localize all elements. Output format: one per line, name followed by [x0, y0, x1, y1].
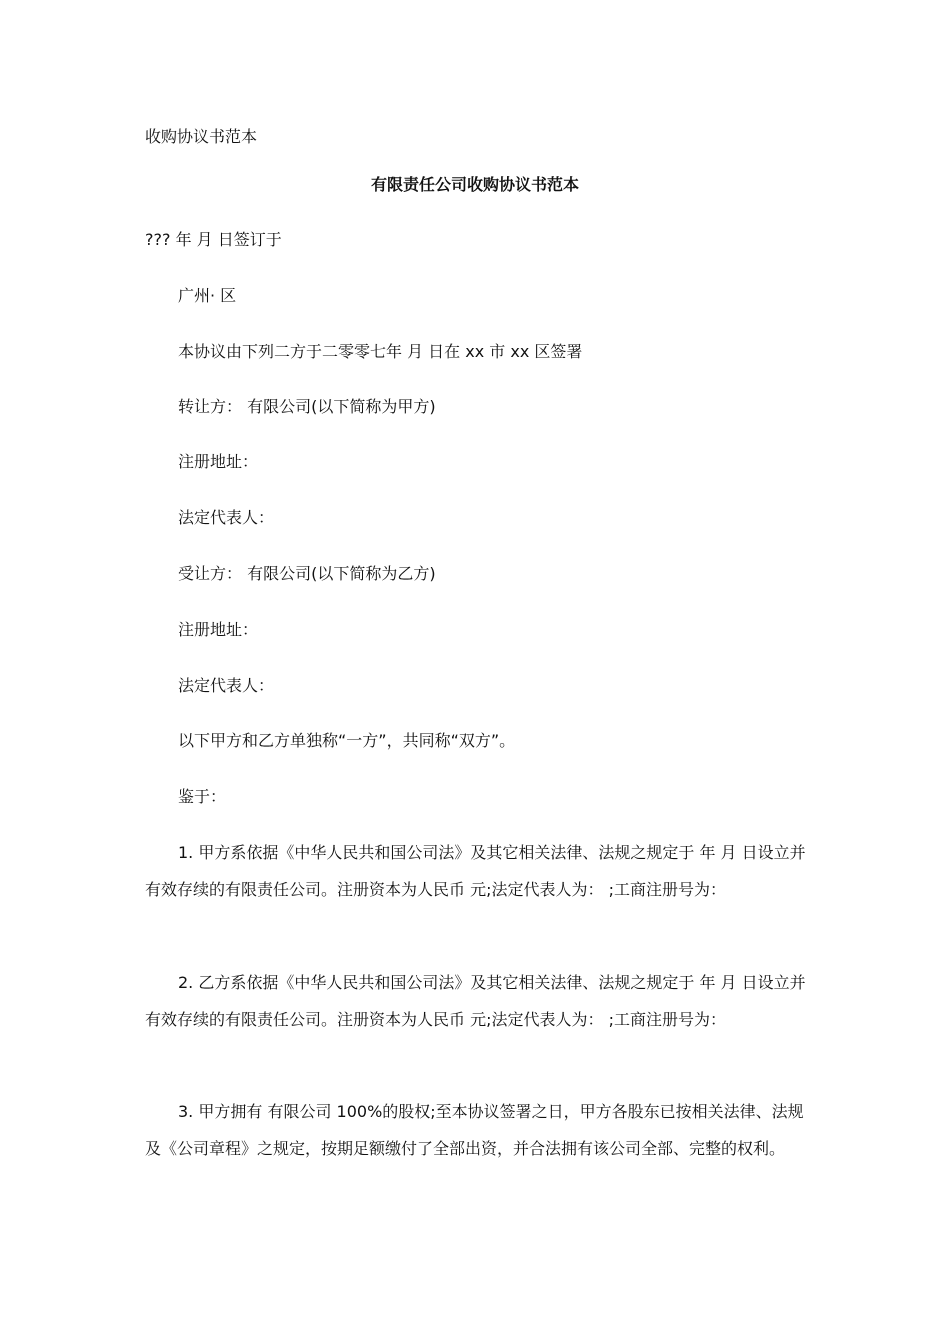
document-title: 有限责任公司收购协议书范本: [370, 175, 579, 194]
clause-3: 3. 甲方拥有 有限公司 100%的股权;至本协议签署之日，甲方各股东已按相关法律、法规及《公司章程》之规定，按期足额缴付了全部出资，并合法拥有该公司全部、完整的权利。: [145, 1102, 804, 1158]
transferee-address: 注册地址：: [178, 620, 259, 639]
transferee-line: 受让方： 有限公司(以下简称为乙方): [178, 564, 436, 583]
transferor-representative: 法定代表人：: [178, 508, 275, 527]
transferor-line: 转让方： 有限公司(以下简称为甲方): [178, 397, 436, 416]
signing-date-line: ??? 年 月 日签订于: [145, 230, 282, 249]
signing-place: 广州· 区: [178, 286, 237, 305]
transferee-representative: 法定代表人：: [178, 676, 275, 695]
whereas-heading: 鉴于：: [178, 787, 227, 806]
clause-1: 1. 甲方系依据《中华人民共和国公司法》及其它相关法律、法规之规定于 年 月 日设立并有效存续的有限责任公司。注册资本为人民币 元;法定代表人为： ;工商注册号为：: [145, 843, 806, 899]
header-label: 收购协议书范本: [145, 127, 258, 146]
agreement-intro: 本协议由下列二方于二零零七年 月 日在 xx 市 xx 区签署: [178, 342, 583, 361]
parties-definition: 以下甲方和乙方单独称“一方”，共同称“双方”。: [178, 731, 516, 750]
transferor-address: 注册地址：: [178, 452, 259, 471]
clause-2: 2. 乙方系依据《中华人民共和国公司法》及其它相关法律、法规之规定于 年 月 日设立并有效存续的有限责任公司。注册资本为人民币 元;法定代表人为： ;工商注册号为：: [145, 973, 806, 1029]
